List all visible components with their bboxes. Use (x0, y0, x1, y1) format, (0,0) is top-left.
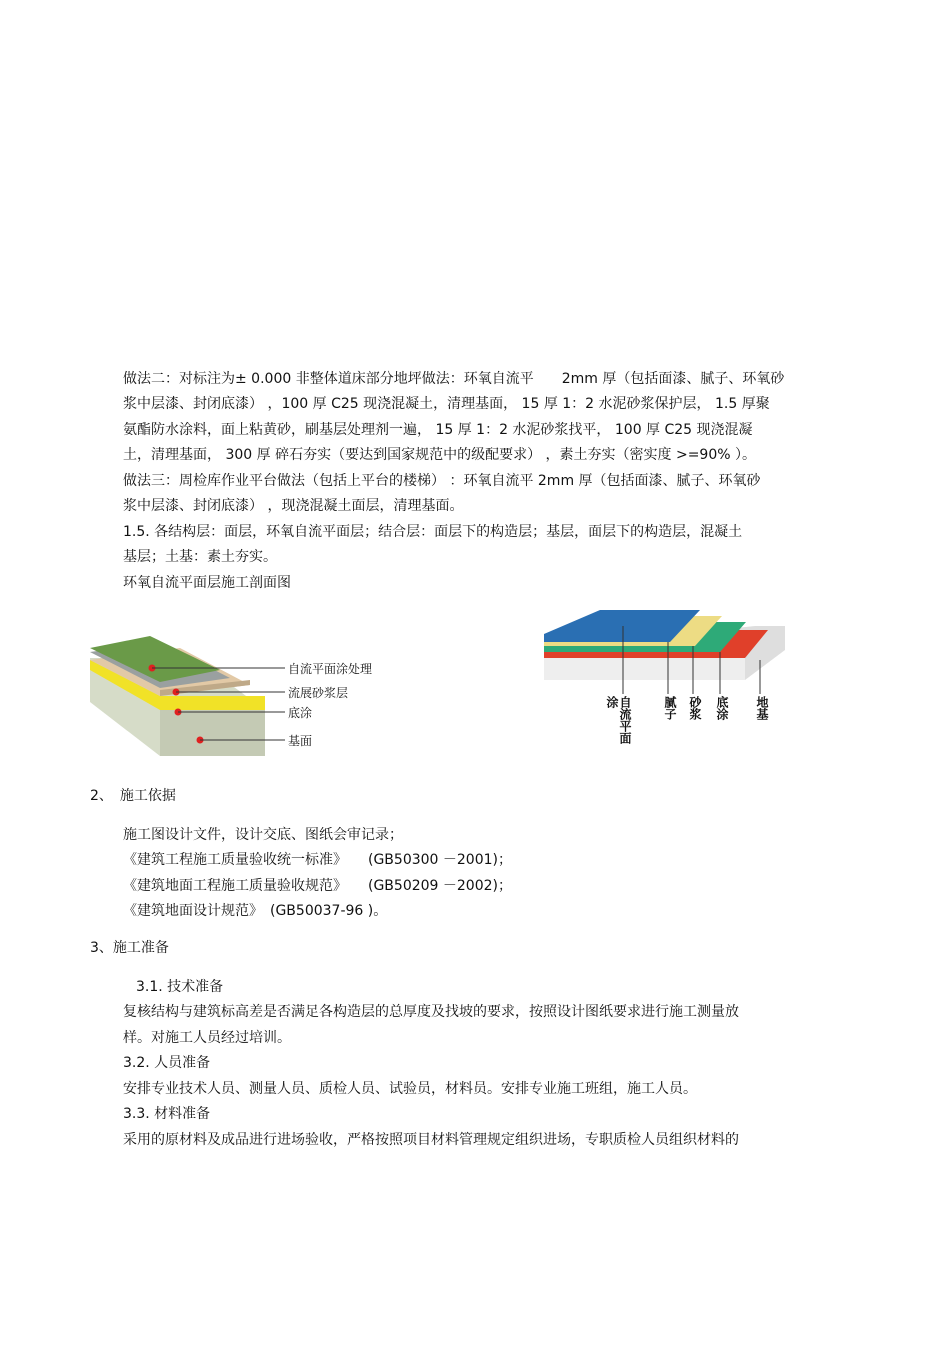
section2-item-2: 《建筑工程施工质量验收统一标准》 (GB50300 －2001)； (123, 852, 512, 868)
section3-heading: 3、施工准备 (90, 940, 169, 956)
left-layer-diagram (90, 630, 390, 760)
label-base: 基面 (288, 734, 313, 748)
base-layer-front (160, 710, 265, 756)
section2-item-3: 《建筑地面工程施工质量验收规范》 (GB50209 －2002)； (123, 878, 512, 894)
label-primer: 底涂 (288, 706, 313, 720)
section3-sub1-title: 3.1. 技术准备 (136, 979, 224, 995)
left-section-figure (90, 630, 390, 760)
section2-item-4: 《建筑地面设计规范》 (GB50037-96 )。 (123, 903, 388, 919)
layers-line-2: 基层；土基：素土夯实。 (123, 549, 277, 565)
label-mortar: 流展砂浆层 (288, 686, 349, 700)
method2-line-1: 做法二：对标注为± 0.000 非整体道床部分地坪做法：环氧自流平 2mm 厚（包括面漆、腻子、环氧砂 (123, 371, 785, 387)
method3-line-1: 做法三：周检库作业平台做法（包括上平台的楼梯） ：环氧自流平 2mm 厚（包括面漆、腻子、环氧砂 (123, 473, 761, 489)
label-putty: 腻子 (663, 696, 677, 720)
label-top-coat: 自流平面涂处理 (288, 662, 373, 676)
section3-sub1-line-2: 样。对施工人员经过培训。 (123, 1030, 291, 1046)
section3-sub2-title: 3.2. 人员准备 (123, 1055, 211, 1071)
method2-line-4: 土，清理基面， 300 厚 碎石夯实（要达到国家规范中的级配要求） ，素土夯实（密实度 >=90% ）。 (123, 447, 756, 463)
method2-line-3: 氨酯防水涂料，面上粘黄砂，刷基层处理剂一遍， 15 厚 1：2 水泥砂浆找平， 100 厚 C25 现浇混凝 (123, 422, 753, 438)
layers-line-1: 1.5. 各结构层：面层，环氧自流平面层；结合层：面层下的构造层；基层，面层下的构造层，混凝土 (123, 524, 743, 540)
method3-line-2: 浆中层漆、封闭底漆） ，现浇混凝土面层，清理基面。 (123, 498, 464, 514)
label-ground: 地基 (755, 696, 769, 720)
label-primer-r: 底涂 (715, 696, 729, 720)
figure-caption: 环氧自流平面层施工剖面图 (123, 575, 291, 591)
method2-line-2: 浆中层漆、封闭底漆） ，100 厚 C25 现浇混凝土，清理基面， 15 厚 1：2 水泥砂浆保护层， 1.5 厚聚 (123, 396, 770, 412)
right-layer-diagram (540, 610, 790, 755)
section3-sub3-line: 采用的原材料及成品进行进场验收，严格按照项目材料管理规定组织进场，专职质检人员组织材料的 (123, 1132, 739, 1148)
section2-item-1: 施工图设计文件，设计交底、图纸会审记录； (123, 827, 403, 843)
section3-sub1-line-1: 复核结构与建筑标高差是否满足各构造层的总厚度及找坡的要求，按照设计图纸要求进行施工测量放 (123, 1004, 739, 1020)
section3-sub3-title: 3.3. 材料准备 (123, 1106, 211, 1122)
section3-sub2-line: 安排专业技术人员、测量人员、质检人员、试验员，材料员。安排专业施工班组，施工人员。 (123, 1081, 697, 1097)
label-mortar-r: 砂浆 (688, 696, 702, 720)
section2-heading: 2、 施工依据 (90, 788, 176, 804)
label-self-leveling: 自流平面涂 (605, 696, 632, 744)
right-section-figure (540, 610, 790, 755)
